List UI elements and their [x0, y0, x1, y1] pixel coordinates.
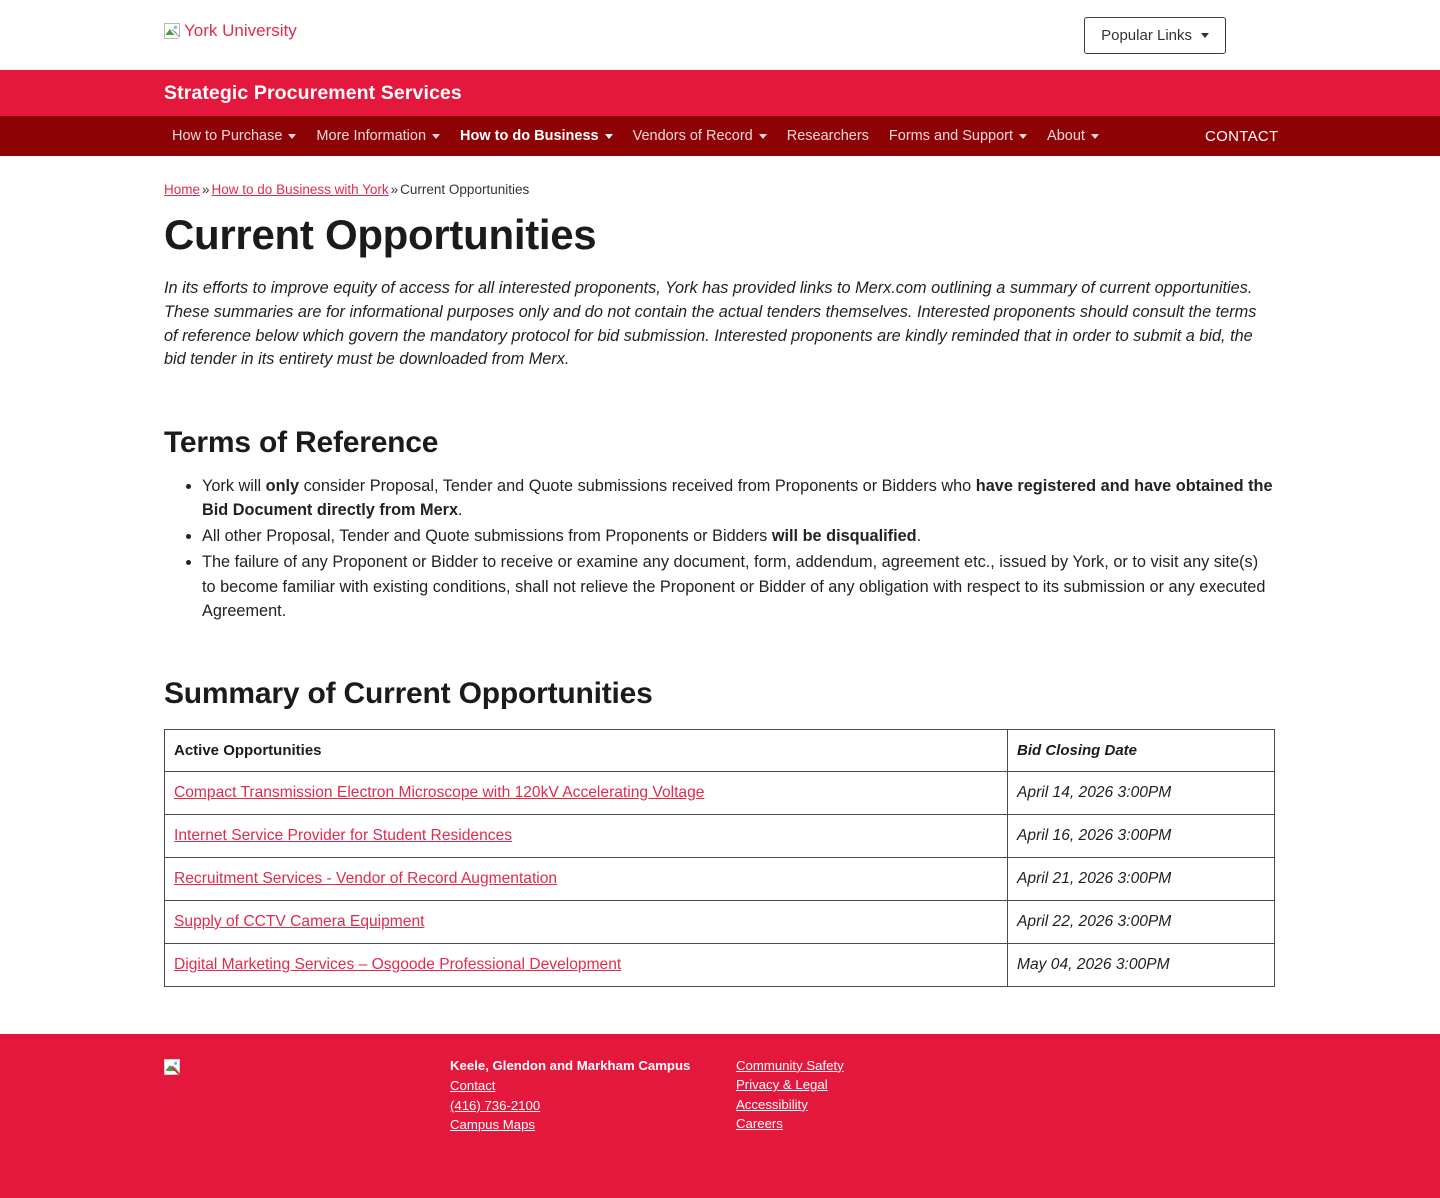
footer-logo[interactable] [164, 1056, 450, 1078]
nav-item-researchers[interactable] [777, 128, 879, 144]
terms-emphasis: have registered and have obtained the Bid Document directly from Merx [202, 477, 1273, 520]
terms-text: York will [202, 477, 266, 496]
table-header-row [165, 729, 1275, 771]
breadcrumb-separator-2: » [390, 182, 399, 197]
cell-closing-date: April 22, 2026 3:00PM [1008, 900, 1275, 943]
site-title-band [0, 70, 1440, 116]
footer-link-contact[interactable]: Contact [450, 1078, 496, 1094]
terms-list-item [202, 474, 1274, 522]
footer-link-416-736-2100[interactable]: (416) 736-2100 [450, 1097, 541, 1113]
main-content [164, 156, 1274, 1034]
top-header [0, 0, 1440, 70]
terms-emphasis: only [265, 477, 300, 496]
terms-text: . [916, 527, 922, 546]
footer-address-column [450, 1056, 736, 1135]
cell-opportunity [165, 771, 1008, 814]
column-header-bid-closing-date: Bid Closing Date [1008, 729, 1275, 771]
cell-closing-date: April 16, 2026 3:00PM [1008, 814, 1275, 857]
nav-item-about[interactable] [1037, 128, 1109, 144]
table-row [165, 857, 1275, 900]
footer-link-careers[interactable]: Careers [736, 1116, 783, 1132]
terms-text: . [458, 501, 463, 520]
breadcrumb-separator-1: » [202, 182, 210, 197]
terms-of-reference-title: Terms of Reference [164, 426, 439, 460]
nav-item-how-to-purchase[interactable] [164, 128, 306, 144]
table-body [165, 771, 1275, 986]
opportunity-link[interactable]: Compact Transmission Electron Microscope with 120kV Accelerating Voltage [174, 783, 705, 801]
opportunity-link[interactable]: Internet Service Provider for Student Residences [174, 826, 513, 844]
opportunity-link[interactable]: Recruitment Services - Vendor of Record Augmentation [174, 869, 558, 887]
chevron-down-icon [1091, 134, 1099, 139]
chevron-down-icon [1201, 33, 1209, 38]
column-header-active-opportunities: Active Opportunities [165, 729, 1008, 771]
breadcrumb-current: Current Opportunities [400, 182, 530, 197]
site-logo-alt-text: York University [184, 21, 297, 40]
table-row [165, 900, 1275, 943]
table-head [165, 729, 1275, 771]
nav-item-label: How to Purchase [172, 128, 283, 144]
cell-closing-date: April 14, 2026 3:00PM [1008, 771, 1275, 814]
footer-address-links [450, 1076, 736, 1135]
nav-item-label: Researchers [786, 128, 869, 144]
table-row [165, 771, 1275, 814]
nav-item-label: More Information [316, 128, 427, 144]
breadcrumb-home[interactable]: Home [164, 182, 201, 197]
terms-list [164, 474, 1274, 623]
footer-inner [164, 1056, 1440, 1135]
nav-item-label: About [1047, 128, 1085, 144]
opportunity-link[interactable]: Digital Marketing Services – Osgoode Professional Development [174, 955, 622, 973]
summary-title: Summary of Current Opportunities [164, 676, 653, 710]
nav-item-forms-and-support[interactable] [879, 128, 1037, 144]
nav-item-vendors-of-record[interactable] [623, 128, 777, 144]
opportunity-link[interactable]: Supply of CCTV Camera Equipment [174, 912, 425, 930]
nav-items [164, 128, 1109, 144]
breadcrumb [164, 182, 1274, 197]
footer-link-community-safety[interactable]: Community Safety [736, 1057, 844, 1073]
site-logo[interactable] [164, 22, 297, 39]
nav-item-label: How to do Business [460, 128, 599, 144]
cell-closing-date: April 21, 2026 3:00PM [1008, 857, 1275, 900]
opportunities-table [164, 729, 1275, 987]
broken-image-icon [164, 1059, 180, 1075]
footer-link-privacy-legal[interactable]: Privacy & Legal [736, 1077, 828, 1093]
page-title: Current Opportunities [164, 211, 597, 258]
chevron-down-icon [605, 134, 613, 139]
popular-links-label: Popular Links [1101, 27, 1192, 44]
terms-text: All other Proposal, Tender and Quote submissions from Proponents or Bidders [202, 527, 772, 546]
nav-item-how-to-do-business[interactable] [450, 128, 623, 144]
cell-closing-date: May 04, 2026 3:00PM [1008, 943, 1275, 986]
table-row [165, 943, 1275, 986]
footer-link-accessibility[interactable]: Accessibility [736, 1096, 808, 1112]
terms-text: consider Proposal, Tender and Quote submissions received from Proponents or Bidders who [299, 477, 976, 496]
site-title: Strategic Procurement Services [164, 81, 462, 104]
table-row [165, 814, 1275, 857]
chevron-down-icon [759, 134, 767, 139]
nav-item-more-information[interactable] [306, 128, 450, 144]
popular-links-dropdown[interactable] [1084, 17, 1226, 54]
nav-item-label: Forms and Support [888, 128, 1014, 144]
site-footer [0, 1034, 1440, 1198]
footer-campus-heading: Keele, Glendon and Markham Campus [450, 1057, 691, 1073]
footer-info-links [736, 1056, 844, 1134]
footer-info-column [736, 1056, 844, 1134]
nav-item-contact[interactable]: CONTACT [1205, 127, 1279, 145]
main-navigation [0, 116, 1440, 156]
cell-opportunity [165, 857, 1008, 900]
cell-opportunity [165, 943, 1008, 986]
terms-list-item [202, 524, 1274, 548]
breadcrumb-parent[interactable]: How to do Business with York [211, 182, 389, 197]
chevron-down-icon [288, 134, 296, 139]
nav-item-label: Vendors of Record [632, 128, 753, 144]
footer-link-campus-maps[interactable]: Campus Maps [450, 1117, 536, 1133]
terms-list-item [202, 550, 1274, 622]
intro-paragraph: In its efforts to improve equity of access for all interested proponents, York has provided links to Merx.com outlining a summary of current opportunities. These summaries are for informational purposes only and do not contain the actual tenders themselves. Interested proponents should consult the terms of reference below which govern the mandatory protocol for bid submission. Interested proponents are kindly reminded that in order to submit a bid, the bid tender in its entirety must be downloaded from Merx. [164, 279, 1257, 369]
terms-emphasis: will be disqualified [771, 527, 917, 546]
chevron-down-icon [432, 134, 440, 139]
broken-image-icon [164, 23, 180, 39]
content-bottom-spacer [164, 987, 1274, 1034]
cell-opportunity [165, 900, 1008, 943]
chevron-down-icon [1019, 134, 1027, 139]
terms-text: The failure of any Proponent or Bidder to receive or examine any document, form, addendum, agreement etc., issued by York, or to visit any site(s) to become familiar with existing conditions, shall not relieve the Proponent or Bidder of any obligation with respect to its submission or any executed Agreement. [202, 553, 1266, 620]
cell-opportunity [165, 814, 1008, 857]
